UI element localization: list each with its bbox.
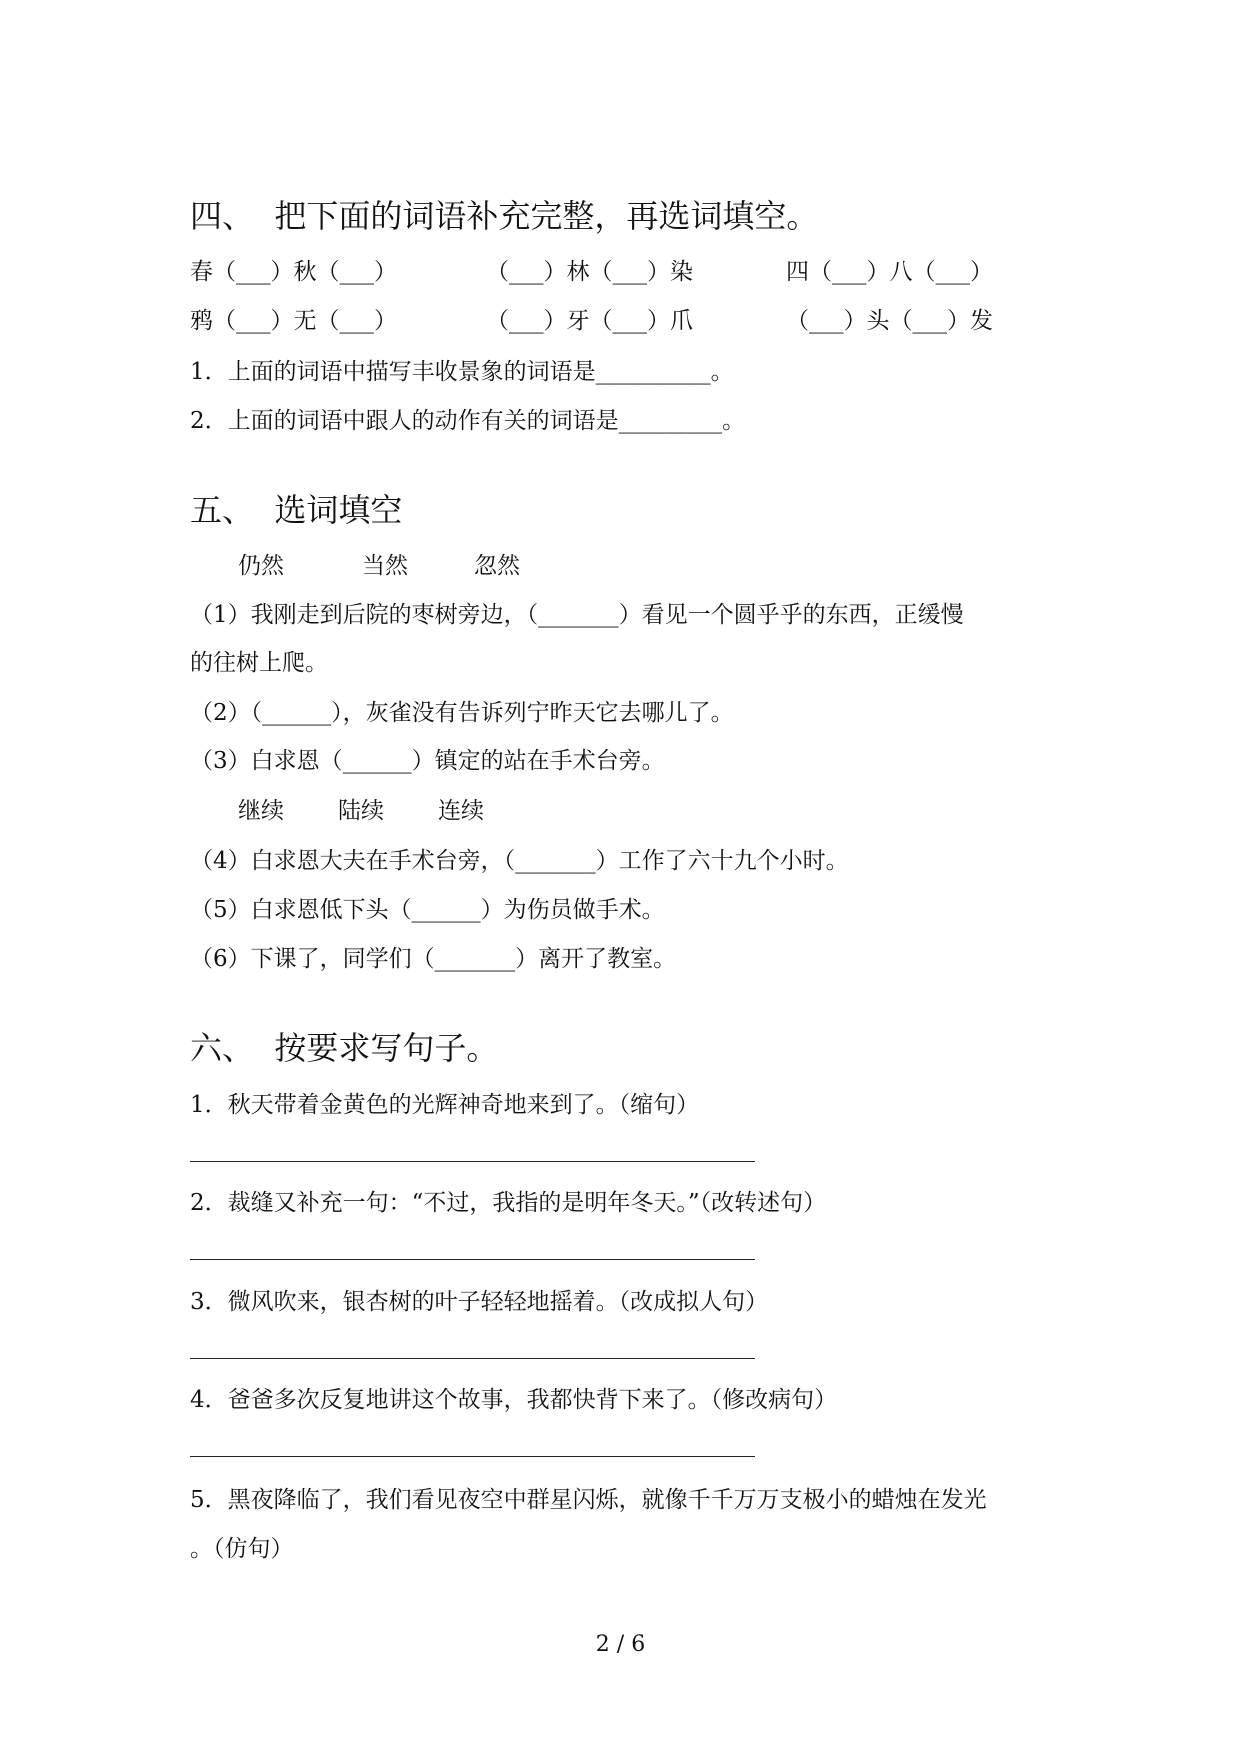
- question-text: 2．上面的词语中跟人的动作有关的词语是_________。: [190, 408, 746, 434]
- fill-item: （4）白求恩大夫在手术台旁，（_______）工作了六十九个小时。: [190, 848, 849, 874]
- answer-line: [190, 1161, 755, 1162]
- fill-item: （5）白求恩低下头（______）为伤员做手术。: [190, 897, 665, 923]
- word-blank: （___）头（___）发: [786, 308, 993, 334]
- answer-line: [190, 1358, 755, 1359]
- word-blank: 四（___）八（___）: [786, 259, 993, 285]
- sentence-task: 2．裁缝又补充一句：“不过，我指的是明年冬天。”（改转述句）: [190, 1190, 827, 1216]
- word-blank: 鸦（___）无（___）: [190, 308, 397, 334]
- sentence-task-continued: 。（仿句）: [190, 1536, 294, 1562]
- fill-item: （2）（______），灰雀没有告诉列宁昨天它去哪儿了。: [190, 700, 734, 726]
- fill-item: （6）下课了，同学们（_______）离开了教室。: [190, 946, 677, 972]
- word-choices-1: [190, 551, 1090, 581]
- word-choice: 陆续: [338, 798, 384, 824]
- section-6-title: 六、 按要求写句子。: [190, 1029, 499, 1067]
- section-5-title: 五、 选词填空: [190, 491, 403, 529]
- answer-line: [190, 1456, 755, 1457]
- word-choice: 连续: [438, 798, 484, 824]
- word-row-2: [190, 306, 1090, 336]
- sentence-task: 4．爸爸多次反复地讲这个故事，我都快背下来了。（修改病句）: [190, 1387, 838, 1413]
- page-number: 2 / 6: [595, 1632, 646, 1657]
- word-choice: 忽然: [474, 553, 520, 579]
- word-choices-2: [190, 796, 1090, 826]
- fill-item: 的往树上爬。: [190, 650, 328, 676]
- word-choice: 继续: [238, 798, 284, 824]
- word-choice: 当然: [362, 553, 408, 579]
- sentence-task: 5．黑夜降临了，我们看见夜空中群星闪烁，就像千千万万支极小的蜡烛在发光: [190, 1487, 987, 1513]
- word-row-1: [190, 257, 1090, 287]
- section-4-title: 四、 把下面的词语补充完整，再选词填空。: [190, 197, 819, 235]
- word-blank: （___）牙（___）爪: [486, 308, 693, 334]
- sentence-task: 3．微风吹来，银杏树的叶子轻轻地摇着。（改成拟人句）: [190, 1289, 769, 1315]
- word-choice: 仍然: [238, 553, 284, 579]
- answer-line: [190, 1259, 755, 1260]
- fill-item: （1）我刚走到后院的枣树旁边，（_______）看见一个圆乎乎的东西，正缓慢: [190, 602, 964, 628]
- word-blank: （___）林（___）染: [486, 259, 693, 285]
- question-text: 1．上面的词语中描写丰收景象的词语是__________。: [190, 359, 734, 385]
- word-blank: 春（___）秋（___）: [190, 259, 397, 285]
- fill-item: （3）白求恩（______）镇定的站在手术台旁。: [190, 748, 665, 774]
- sentence-task: 1．秋天带着金黄色的光辉神奇地来到了。（缩句）: [190, 1092, 700, 1118]
